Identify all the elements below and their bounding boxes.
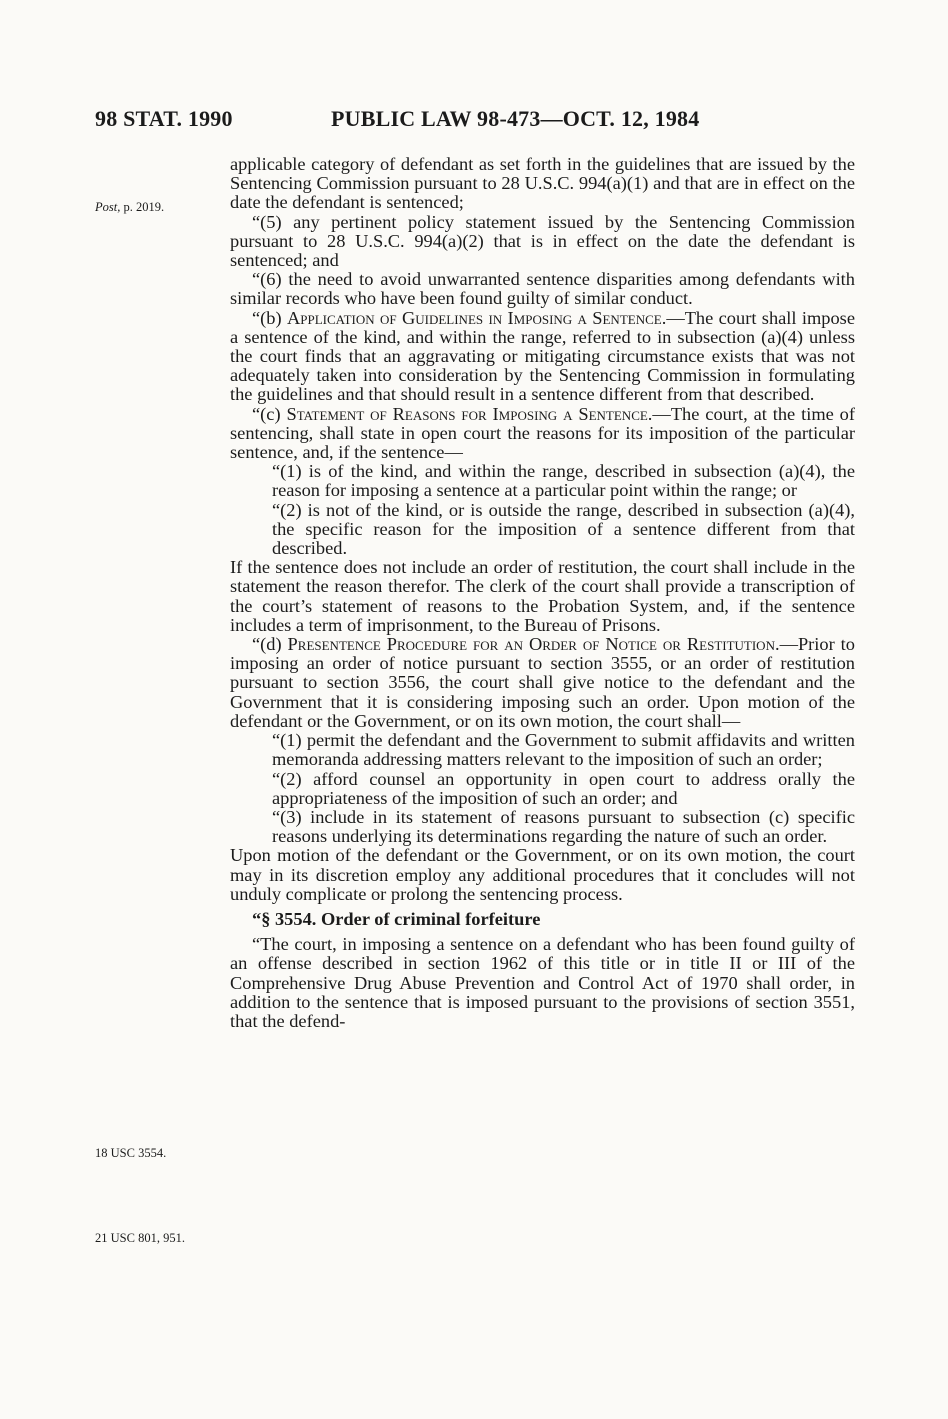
subsection-b-caption: Application of Guidelines in Imposing a Sentence.	[286, 307, 667, 328]
subsection-d-item-2: “(2) afford counsel an opportunity in open court to address orally the appropriateness of the imposition of such an order; and	[272, 768, 855, 808]
law-title: PUBLIC LAW 98-473—OCT. 12, 1984	[331, 106, 700, 131]
subsection-b-text: —The court shall impose a sentence of the kind, and within the range, referred to in subsection (a)(4) unless the court finds that an aggravating or mitigating circumstance exists that was not adequately taken into consideration by the Sentencing Commission in formulating the guidelines and that should result in a sentence different from that described.	[230, 307, 855, 405]
subsection-c-item-2: “(2) is not of the kind, or is outside the range, described in subsection (a)(4), the specific reason for the imposition of a sentence different from that described.	[272, 499, 855, 559]
section-3554-heading: “§ 3554. Order of criminal forfeiture	[252, 908, 541, 929]
subsection-c-text: —The court, at the time of sentencing, shall state in open court the reasons for its imposition of the particular sentence, and, if the sentence—	[230, 403, 855, 463]
margin-note-post-page: p. 2019.	[120, 200, 165, 214]
subsection-d-text: —Prior to imposing an order of notice pursuant to section 3555, or an order of restitution pursuant to section 3556, the court shall give notice to the defendant and the Government that it is considering imposing such an order. Upon motion of the defendant or the Government, or on its own motion, the court shall—	[230, 634, 855, 731]
subsection-c-lead: “(c)	[252, 403, 287, 424]
subsection-d-closing: Upon motion of the defendant or the Government, or on its own motion, the court may in its discretion employ any additional procedures that it concludes will not unduly complicate or prolong the sentencing process.	[230, 845, 855, 904]
margin-note-21-usc-801: 21 USC 801, 951.	[95, 1231, 185, 1245]
margin-note-18-usc-3554: 18 USC 3554.	[95, 1146, 167, 1160]
subsection-c-closing: If the sentence does not include an order of restitution, the court shall include in the statement the reason therefor. The clerk of the court shall provide a transcription of the court’s statement of reasons to the Probation System, and, if the sentence includes a term of imprisonment, to the Bureau of Prisons.	[230, 557, 855, 635]
margin-note-post-italic: Post,	[95, 200, 121, 214]
section-3554-text: “The court, in imposing a sentence on a defendant who has been found guilty of an offense described in section 1962 of this title or in title II or III of the Comprehensive Drug Abuse Prevention and Control Act of 1970 shall order, in addition to the sentence that is imposed pursuant to the provisions of section 3551, that the defend-	[230, 934, 855, 1031]
subsection-c-item-1: “(1) is of the kind, and within the range, described in subsection (a)(4), the reason for imposing a sentence at a particular point within the range; or	[272, 461, 855, 501]
subsection-d-caption: Presentence Procedure for an Order of Notice or Restitution.	[287, 634, 780, 655]
paragraph-5: “(5) any pertinent policy statement issued by the Sentencing Commission pursuant to 28 U.S.C. 994(a)(2) that is in effect on the date the defendant is sentenced; and	[230, 211, 855, 271]
subsection-c-caption: Statement of Reasons for Imposing a Sentence.	[286, 403, 653, 424]
subsection-d-item-1: “(1) permit the defendant and the Government to submit affidavits and written memoranda addressing matters relevant to the imposition of such an order;	[272, 730, 855, 770]
subsection-b	[230, 309, 855, 405]
margin-note-post	[95, 200, 164, 214]
paragraph-applicable-category: applicable category of defendant as set forth in the guidelines that are issued by the Sentencing Commission pursuant to 28 U.S.C. 994(a)(1) and that are in effect on the date the defendant is sentenced;	[230, 154, 855, 213]
body-text	[230, 155, 855, 1031]
subsection-b-lead: “(b)	[252, 307, 287, 328]
subsection-d-item-3: “(3) include in its statement of reasons pursuant to subsection (c) specific reasons underlying its determinations regarding the nature of such an order.	[272, 806, 855, 847]
subsection-d	[230, 635, 855, 731]
paragraph-6: “(6) the need to avoid unwarranted sentence disparities among defendants with similar records who have been found guilty of similar conduct.	[230, 269, 855, 309]
subsection-d-lead: “(d)	[252, 634, 288, 655]
statute-citation: 98 STAT. 1990	[95, 106, 233, 131]
subsection-c	[230, 405, 855, 463]
